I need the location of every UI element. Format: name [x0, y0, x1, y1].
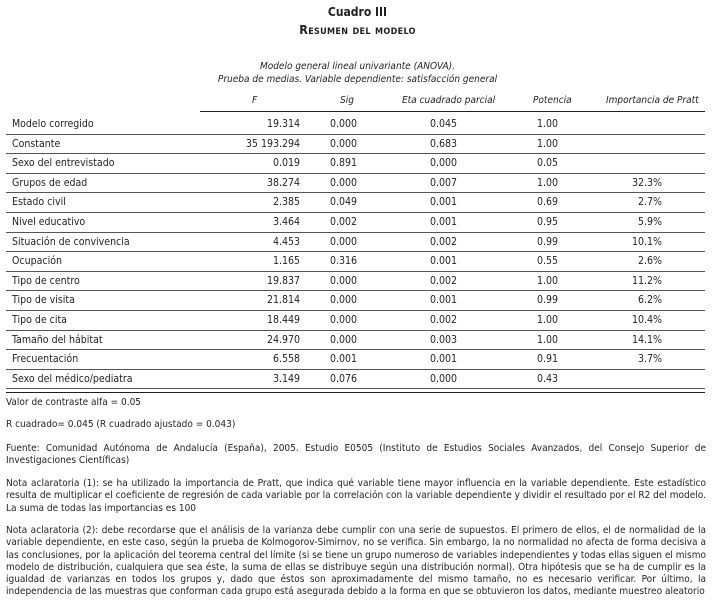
row-label: Estado civil — [12, 196, 66, 209]
sig-value: 0.000 — [329, 137, 357, 150]
table-number: Cuadro III — [327, 5, 388, 19]
sig-value: 0.002 — [329, 216, 357, 228]
pratt-value: 2.7% — [638, 196, 662, 209]
table-row — [6, 349, 705, 370]
caption-line-2: Prueba de medias. Variable dependiente: satisfacción general — [217, 74, 498, 85]
f-value: 3.149 — [272, 372, 300, 385]
caption-line-1: Modelo general lineal univariante (ANOVA). — [259, 61, 456, 72]
row-label: Sexo del médico/pediatra — [12, 372, 133, 385]
potencia-value: 0.99 — [536, 294, 558, 307]
pratt-value: 6.2% — [638, 294, 662, 307]
sig-value: 0.076 — [329, 372, 357, 385]
potencia-value: 1.00 — [536, 176, 558, 189]
sig-value: 0.001 — [329, 353, 357, 366]
pratt-value: 11.2% — [631, 274, 662, 287]
f-value: 3.464 — [272, 216, 300, 228]
alpha-note: Valor de contraste alfa = 0.05 — [6, 397, 142, 408]
eta-value: 0.001 — [429, 294, 457, 307]
pratt-value: 3.7% — [638, 353, 662, 366]
sig-value: 0.000 — [329, 176, 357, 189]
pratt-value: 10.1% — [631, 235, 662, 248]
table-row — [6, 173, 705, 194]
row-label: Tipo de cita — [12, 314, 67, 326]
eta-value: 0.002 — [429, 314, 457, 326]
pratt-value: 14.1% — [631, 333, 662, 346]
f-value: 4.453 — [272, 235, 300, 248]
eta-value: 0.001 — [429, 196, 457, 209]
table-row — [6, 251, 705, 272]
sig-value: 0.000 — [329, 118, 357, 130]
row-label: Constante — [12, 137, 61, 150]
row-label: Grupos de edad — [12, 176, 88, 189]
header-eta: Eta cuadrado parcial — [402, 95, 496, 106]
f-value: 38.274 — [266, 176, 300, 189]
table-row — [6, 192, 705, 213]
table-row — [6, 271, 705, 292]
eta-value: 0.000 — [429, 157, 457, 170]
pratt-value: 5.9% — [638, 216, 662, 228]
f-value: 19.837 — [266, 274, 300, 287]
row-label: Ocupación — [12, 255, 62, 268]
table-row — [6, 153, 705, 174]
row-label: Modelo corregido — [12, 118, 94, 130]
potencia-value: 1.00 — [536, 314, 558, 326]
eta-value: 0.002 — [429, 235, 457, 248]
potencia-value: 1.00 — [536, 118, 558, 130]
row-label: Tipo de visita — [12, 294, 75, 307]
note-2: Nota aclaratoria (2): debe recordarse que el análisis de la varianza debe cumplir con una serie de supuestos. El primero de ellos, el de normalidad de la variable dependiente, en este caso, según la prueba de Kolmogorov-Simirnov, no se verifica. Sin embargo, la no normalidad no afecta de forma decisiva a las conclusiones, por la aplicación del teorema central del límite (si se tiene un grupo numeroso de variables independientes y todas ellas siguen el mismo modelo de distribución, cualquiera que sea éste, la suma de ellas se distribuye según una distribución normal). Otra hipótesis que se ha de cumplir es la igualdad de varianzas en todos los grupos y, dado que éstos son aproximadamente del mismo tamaño, no es necesario verificar. Por último, la independencia de las muestras que conforman cada grupo está asegurada debido a la forma en que se obtuvieron los datos, mediante muestreo aleatorio — [6, 525, 706, 598]
table-row — [6, 290, 705, 311]
table-row — [6, 310, 705, 331]
table-title: Resumen del modelo — [299, 22, 416, 37]
potencia-value: 0.43 — [536, 372, 558, 385]
sig-value: 0.000 — [329, 314, 357, 326]
sig-value: 0.000 — [329, 235, 357, 248]
f-value: 1.165 — [272, 255, 300, 268]
f-value: 24.970 — [266, 333, 300, 346]
table-row — [6, 369, 705, 390]
f-value: 35 193.294 — [245, 137, 300, 150]
potencia-value: 0.69 — [536, 196, 558, 209]
f-value: 0.019 — [272, 157, 300, 170]
eta-value: 0.001 — [429, 216, 457, 228]
potencia-value: 0.99 — [536, 235, 558, 248]
header-potencia: Potencia — [533, 95, 572, 106]
potencia-value: 0.55 — [536, 255, 558, 268]
row-label: Tipo de centro — [12, 274, 80, 287]
potencia-value: 1.00 — [536, 274, 558, 287]
sig-value: 0.000 — [329, 294, 357, 307]
sig-value: 0.891 — [329, 157, 357, 170]
f-value: 19.314 — [266, 118, 300, 130]
potencia-value: 1.00 — [536, 333, 558, 346]
table-row — [6, 232, 705, 253]
f-value: 6.558 — [272, 353, 300, 366]
eta-value: 0.683 — [429, 137, 457, 150]
eta-value: 0.003 — [429, 333, 457, 346]
eta-value: 0.001 — [429, 353, 457, 366]
table-row — [6, 114, 705, 135]
eta-value: 0.045 — [429, 118, 457, 130]
table-row — [6, 330, 705, 351]
eta-value: 0.002 — [429, 274, 457, 287]
potencia-value: 0.91 — [536, 353, 558, 366]
header-pratt: Importancia de Pratt — [606, 95, 699, 106]
note-1: Nota aclaratoria (1): se ha utilizado la importancia de Pratt, que indica qué variable tiene mayor influencia en la variable dependiente. Este estadístico resulta de multiplicar el coeficiente de regresión de cada variable por la correlación con la variable dependiente y dividir el resultado por el R2 del modelo. La suma de todas las importancias es 100 — [6, 478, 706, 514]
potencia-value: 0.05 — [536, 157, 558, 170]
potencia-value: 1.00 — [536, 137, 558, 150]
table-caption — [0, 60, 715, 86]
pratt-value: 32.3% — [631, 176, 662, 189]
row-label: Situación de convivencia — [12, 235, 130, 248]
table-row — [6, 134, 705, 155]
sig-value: 0.000 — [329, 274, 357, 287]
header-rule — [200, 111, 705, 112]
eta-value: 0.007 — [429, 176, 457, 189]
bottom-rule — [6, 392, 705, 393]
sig-value: 0.316 — [329, 255, 357, 268]
eta-value: 0.000 — [429, 372, 457, 385]
header-f: F — [252, 95, 258, 106]
eta-value: 0.001 — [429, 255, 457, 268]
header-sig: Sig — [340, 95, 354, 106]
pratt-value: 10.4% — [631, 314, 662, 326]
source-note: Fuente: Comunidad Autónoma de Andalucía (España), 2005. Estudio E0505 (Instituto de Estudios Sociales Avanzados, del Consejo Superior de Investigaciones Científicas) — [6, 443, 706, 467]
r2-note: R cuadrado= 0.045 (R cuadrado ajustado = 0.043) — [6, 419, 236, 430]
potencia-value: 0.95 — [536, 216, 558, 228]
f-value: 21.814 — [266, 294, 300, 307]
f-value: 2.385 — [272, 196, 300, 209]
sig-value: 0.000 — [329, 333, 357, 346]
f-value: 18.449 — [266, 314, 300, 326]
row-label: Tamaño del hábitat — [12, 333, 103, 346]
sig-value: 0.049 — [329, 196, 357, 209]
pratt-value: 2.6% — [638, 255, 662, 268]
row-label: Sexo del entrevistado — [12, 157, 115, 170]
row-label: Frecuentación — [12, 353, 79, 366]
row-label: Nivel educativo — [12, 216, 86, 228]
table-row — [6, 212, 705, 233]
